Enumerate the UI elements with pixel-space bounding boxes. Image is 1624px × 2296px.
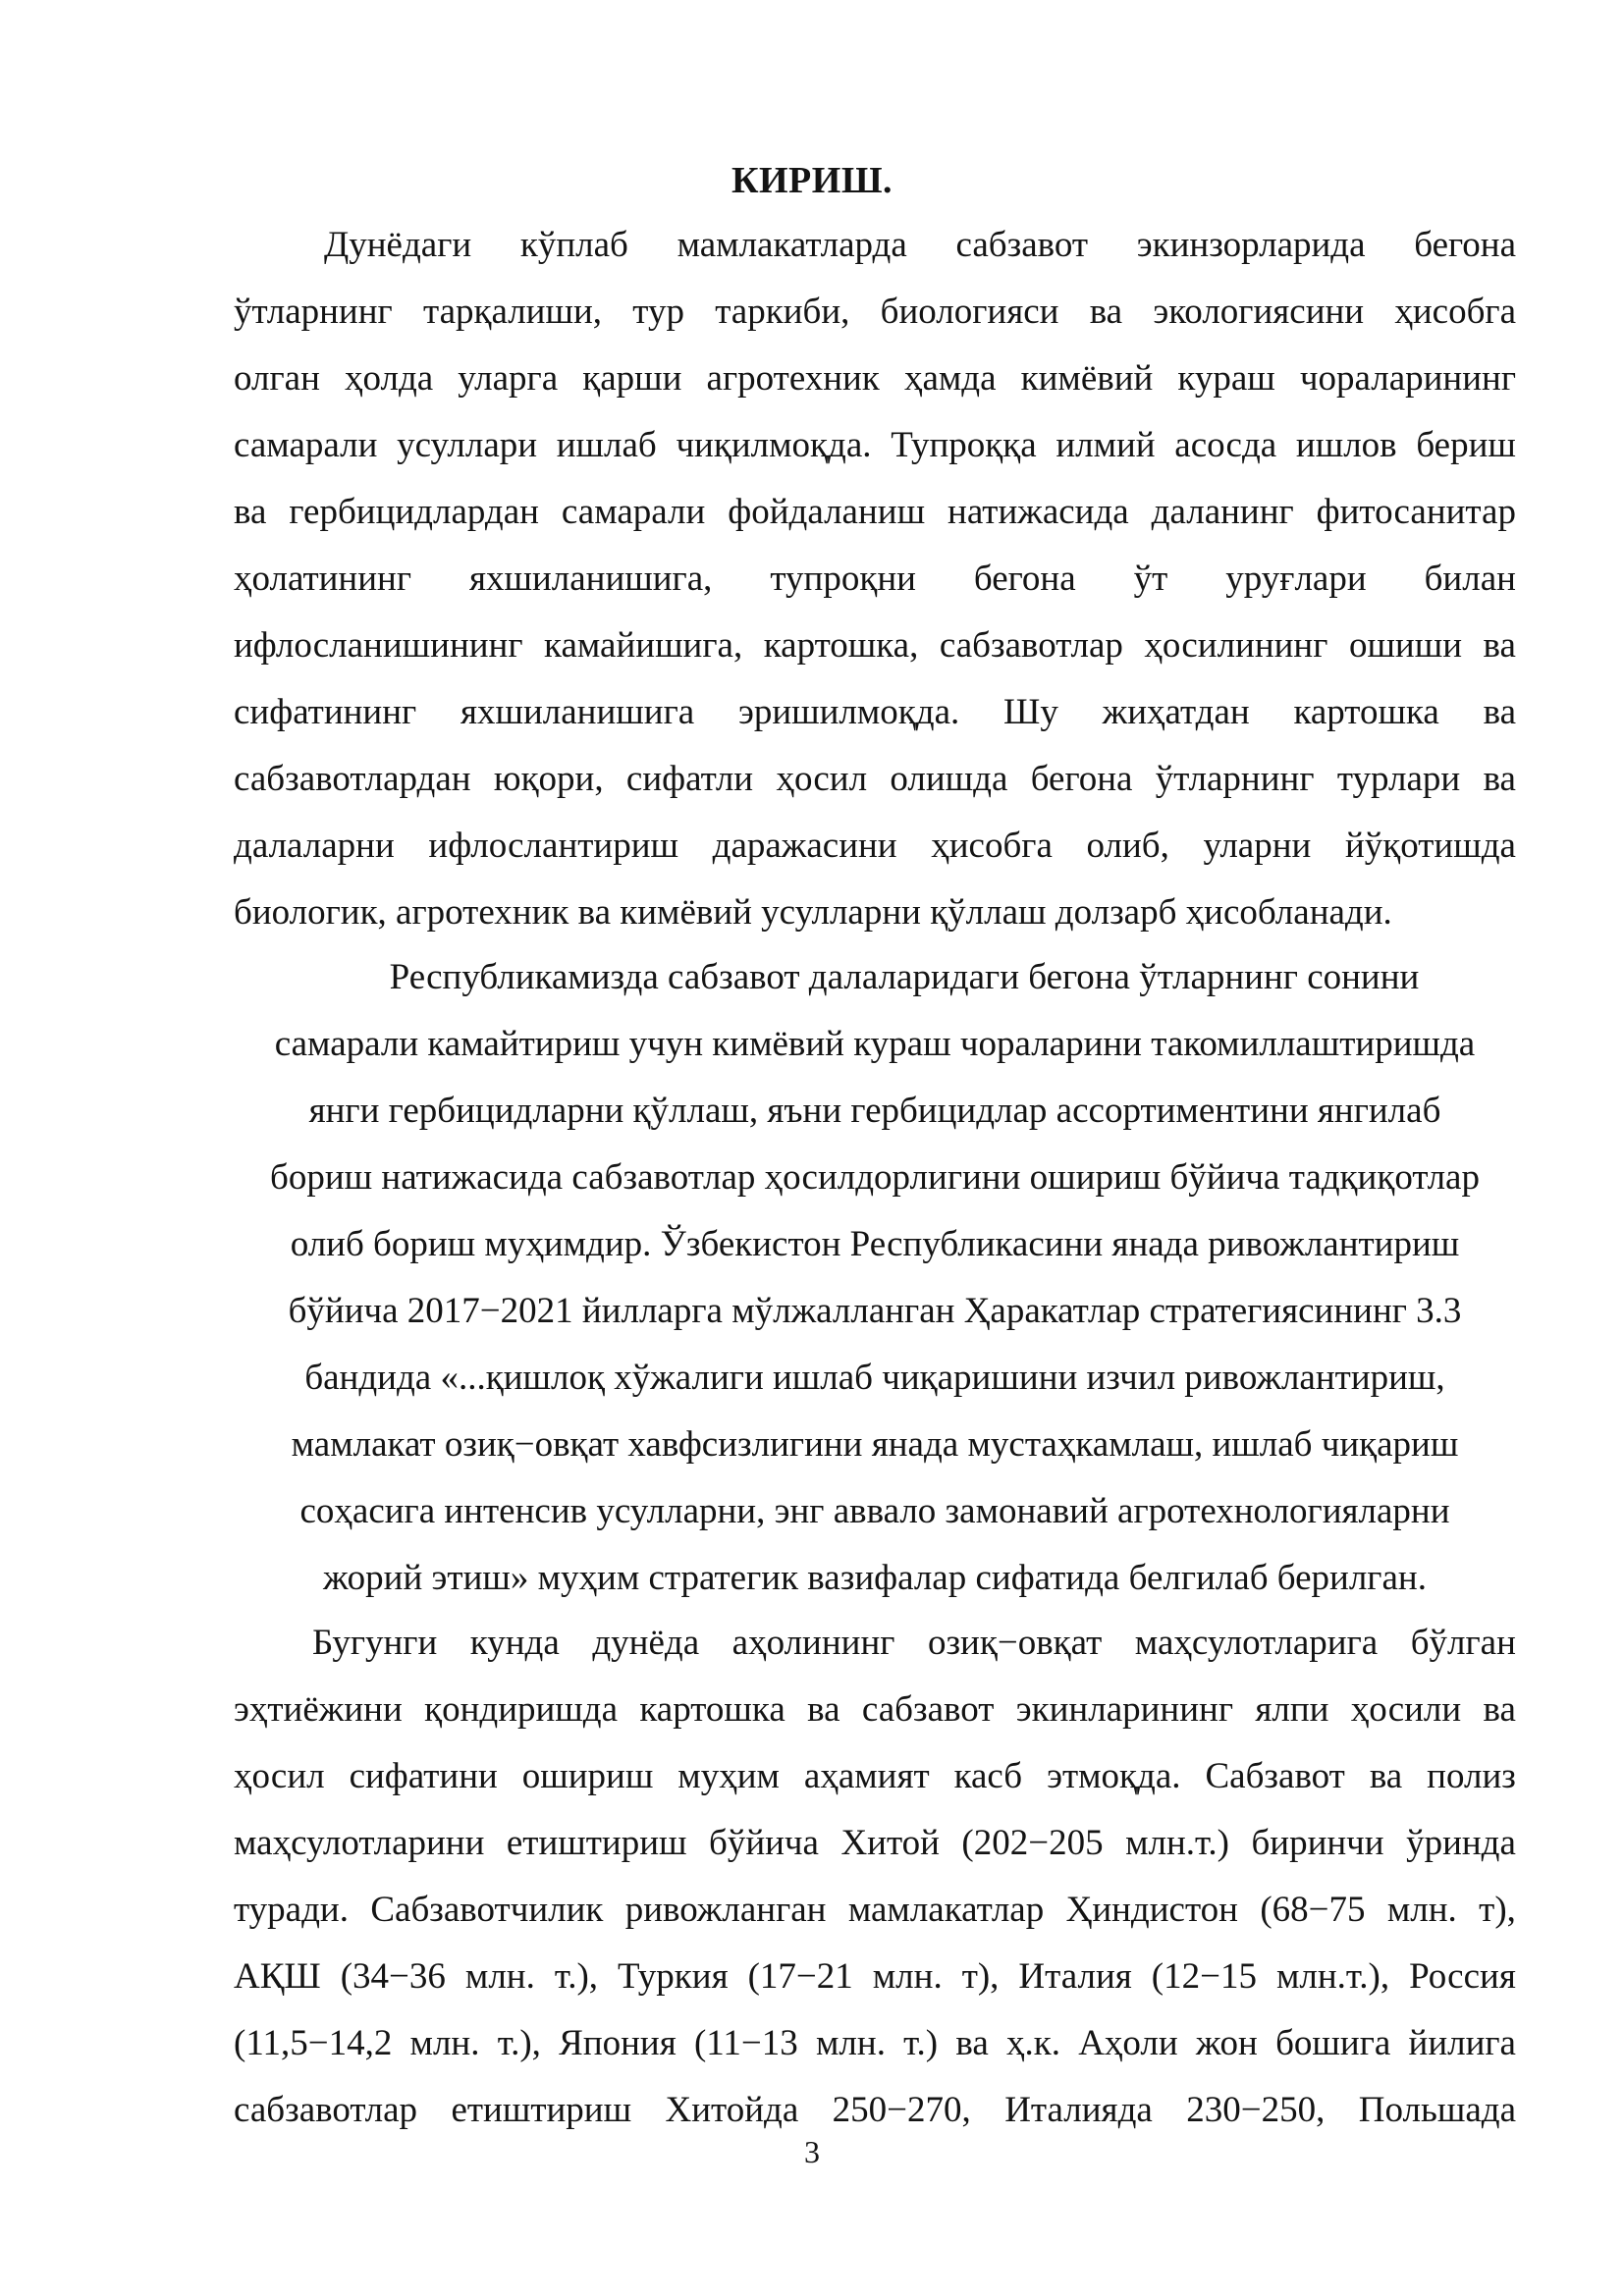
word: тур	[632, 292, 684, 332]
word: Россия	[1409, 1956, 1516, 1997]
word: картошка,	[763, 625, 919, 666]
word: маҳсулотларига	[1134, 1623, 1379, 1663]
word: ялпи	[1255, 1689, 1329, 1730]
word: кунда	[469, 1623, 560, 1663]
word: т),	[961, 1956, 1000, 1997]
paragraph-3-line	[234, 1743, 1516, 1810]
word: уларни	[1203, 826, 1312, 866]
paragraph-1-line	[234, 346, 1516, 412]
paragraph-2-line: бандида «...қишлоқ хўжалиги ишлаб чиқаришини изчил ривожлантириш,	[304, 1358, 1445, 1398]
word: ишлов	[1295, 425, 1397, 465]
word: яхшиланишига	[460, 692, 695, 732]
word: т.),	[497, 2023, 541, 2063]
word: озиқ−овқат	[927, 1623, 1103, 1663]
word: йилига	[1408, 2023, 1516, 2063]
word: бегона	[1030, 759, 1133, 799]
word: (11,5−14,2	[234, 2023, 393, 2063]
word: кўплаб	[519, 225, 628, 265]
paragraph-1-line	[234, 546, 1516, 613]
word: ҳосили	[1350, 1689, 1462, 1730]
paragraph-2-line: жорий этиш» муҳим стратегик вазифалар сифатида белгилаб берилган.	[323, 1558, 1427, 1598]
word: ифлосланишининг	[234, 625, 523, 666]
paragraph-1-line	[234, 412, 1516, 479]
word: ҳисобга	[931, 826, 1053, 866]
word: кимёвий	[1020, 358, 1154, 399]
word: ўтларнинг	[234, 292, 393, 332]
paragraph-3-line	[234, 1677, 1516, 1743]
word: ҳ.к.	[1005, 2023, 1060, 2063]
paragraph-2-line: мамлакат озиқ−овқат хавфсизлигини янада мустаҳкамлаш, ишлаб чиқариш	[291, 1424, 1459, 1465]
word: самарали	[561, 492, 706, 532]
word: ва	[1483, 1689, 1516, 1730]
word: ҳосил	[776, 759, 868, 799]
word: млн.	[872, 1956, 943, 1997]
word: ҳосилининг	[1144, 625, 1328, 666]
word: етиштириш	[451, 2090, 632, 2130]
word: касб	[953, 1756, 1023, 1796]
word: билан	[1424, 559, 1516, 599]
word: ҳисобга	[1394, 292, 1516, 332]
word: сабзавотлар	[234, 2090, 418, 2130]
word: йўқотишда	[1344, 826, 1516, 866]
word: турлари	[1336, 759, 1461, 799]
paragraph-2-line: бўйича 2017−2021 йилларга мўлжалланган Ҳаракатлар стратегиясининг 3.3	[288, 1291, 1462, 1331]
word: ошириш	[521, 1756, 654, 1796]
word: бегона	[973, 559, 1076, 599]
word: асосда	[1174, 425, 1277, 465]
word: даланинг	[1151, 492, 1294, 532]
word: экинзорларида	[1136, 225, 1366, 265]
word: натижасида	[947, 492, 1129, 532]
word: сабзавотлардан	[234, 759, 471, 799]
word: т.),	[554, 1956, 599, 1997]
word: чораларининг	[1299, 358, 1516, 399]
word: Ҳиндистон	[1065, 1890, 1238, 1930]
word: (68−75	[1260, 1890, 1366, 1930]
word: олиб,	[1086, 826, 1169, 866]
word: аҳолининг	[731, 1623, 895, 1663]
word: уларга	[458, 358, 559, 399]
paragraph-2-line: самарали камайтириш учун кимёвий кураш чораларини такомиллаштиришда	[274, 1024, 1476, 1064]
paragraph-1-line: биологик, агротехник ва кимёвий усулларни қўллаш долзарб ҳисобланади.	[234, 892, 1392, 933]
word: ва	[807, 1689, 840, 1730]
word: бўлган	[1410, 1623, 1516, 1663]
word: 250−270,	[832, 2090, 971, 2130]
word: т.)	[903, 2023, 939, 2063]
word: млн.	[1386, 1890, 1457, 1930]
word: биринчи	[1251, 1823, 1384, 1863]
word: ҳосил	[234, 1756, 325, 1796]
word: (34−36	[340, 1956, 446, 1997]
word: жон	[1195, 2023, 1258, 2063]
word: жиҳатдан	[1102, 692, 1250, 732]
word: картошка	[1293, 692, 1439, 732]
paragraph-3-line	[234, 2010, 1516, 2077]
word: эҳтиёжини	[234, 1689, 403, 1730]
word: бошига	[1275, 2023, 1391, 2063]
word: сифатли	[625, 759, 754, 799]
word: гербицидлардан	[289, 492, 539, 532]
paragraph-2-line: янги гербицидларни қўллаш, яъни гербицидлар ассортиментини янгилаб	[308, 1091, 1441, 1131]
word: маҳсулотларини	[234, 1823, 485, 1863]
word: ва	[234, 492, 267, 532]
paragraph-1-line	[234, 746, 1516, 813]
word: сифатининг	[234, 692, 417, 732]
word: муҳим	[677, 1756, 780, 1796]
word: етиштириш	[506, 1823, 687, 1863]
word: АҚШ	[234, 1956, 321, 1997]
word: млн.т.)	[1125, 1823, 1229, 1863]
word: Шу	[1003, 692, 1058, 732]
word: экинларининг	[1015, 1689, 1233, 1730]
word: Туркия	[618, 1956, 729, 1997]
word: ва	[1369, 1756, 1403, 1796]
word: картошка	[639, 1689, 785, 1730]
paragraph-1-line	[234, 679, 1516, 746]
word: (12−15	[1151, 1956, 1257, 1997]
paragraph-3-line	[234, 1944, 1516, 2010]
word: Дунёдаги	[324, 225, 472, 265]
word: млн.т.),	[1275, 1956, 1390, 1997]
word: ва	[1483, 625, 1516, 666]
paragraph-3	[234, 1610, 1516, 2144]
paragraph-1-line	[234, 813, 1516, 880]
word: (202−205	[961, 1823, 1104, 1863]
word: ишлаб	[556, 425, 657, 465]
word: фойдаланиш	[728, 492, 926, 532]
word: (11−13	[693, 2023, 798, 2063]
word: ошиши	[1348, 625, 1463, 666]
word: ўринда	[1406, 1823, 1516, 1863]
word: дунёда	[592, 1623, 700, 1663]
word: Хитой	[840, 1823, 940, 1863]
word: далаларни	[234, 826, 395, 866]
word: Япония	[559, 2023, 677, 2063]
paragraph-3-line	[234, 1877, 1516, 1944]
section-title: КИРИШ.	[731, 160, 893, 201]
paragraph-3-line	[234, 1610, 1516, 1677]
word: т),	[1479, 1890, 1516, 1930]
word: Тупроққа	[891, 425, 1037, 465]
word: Польшада	[1358, 2090, 1516, 2130]
paragraph-1-line	[234, 613, 1516, 679]
word: млн.	[816, 2023, 886, 2063]
word: (17−21	[747, 1956, 853, 1997]
paragraph-2-line: соҳасига интенсив усулларни, энг аввало замонавий агротехнологияларни	[299, 1491, 1450, 1531]
word: фитосанитар	[1316, 492, 1516, 532]
word: туради.	[234, 1890, 349, 1930]
paragraph-2-line: Республикамизда сабзавот далаларидаги бегона ўтларнинг сонини	[389, 957, 1420, 997]
word: аҳамият	[803, 1756, 930, 1796]
word: сабзавотлар	[939, 625, 1123, 666]
word: сабзавот	[861, 1689, 995, 1730]
word: тарқалиши,	[422, 292, 603, 332]
paragraph-1-line	[234, 279, 1516, 346]
word: сифатини	[349, 1756, 498, 1796]
word: ҳолда	[344, 358, 434, 399]
word: бегона	[1414, 225, 1516, 265]
paragraph-1-line	[234, 479, 1516, 546]
word: 230−250,	[1186, 2090, 1326, 2130]
word: млн.	[464, 1956, 535, 1997]
paragraph-2-line: бориш натижасида сабзавотлар ҳосилдорлигини ошириш бўйича тадқиқотлар	[270, 1157, 1480, 1198]
word: эришилмоқда.	[737, 692, 960, 732]
word: мамлакатлар	[847, 1890, 1045, 1930]
word: таркиби,	[715, 292, 850, 332]
word: ва	[1483, 759, 1516, 799]
paragraph-3-line	[234, 1810, 1516, 1877]
paragraph-1	[234, 212, 1516, 946]
word: чиқилмоқда.	[676, 425, 872, 465]
word: усуллари	[397, 425, 538, 465]
page-number: 3	[804, 2134, 820, 2169]
word: этмоқда.	[1047, 1756, 1181, 1796]
word: ва	[1089, 292, 1123, 332]
word: кураш	[1177, 358, 1275, 399]
word: агротехник	[706, 358, 880, 399]
word: ва	[1483, 692, 1516, 732]
word: ифлослантириш	[428, 826, 679, 866]
paragraph-2	[234, 944, 1516, 1612]
word: Сабзавот	[1205, 1756, 1345, 1796]
paragraph-1-line	[234, 212, 1516, 279]
word: сабзавот	[955, 225, 1089, 265]
word: уруғлари	[1225, 559, 1367, 599]
word: тупроқни	[770, 559, 916, 599]
word: ва	[955, 2023, 989, 2063]
word: Хитойда	[665, 2090, 799, 2130]
word: қондиришда	[424, 1689, 619, 1730]
word: бўйича	[709, 1823, 819, 1863]
word: полиз	[1427, 1756, 1516, 1796]
paragraph-2-line: олиб бориш муҳимдир. Ўзбекистон Республикасини янада ривожлантириш	[290, 1224, 1460, 1264]
word: олишда	[890, 759, 1008, 799]
word: самарали	[234, 425, 378, 465]
word: ўт	[1133, 559, 1168, 599]
word: илмий	[1056, 425, 1156, 465]
word: ҳолатининг	[234, 559, 411, 599]
word: юқори,	[493, 759, 604, 799]
word: млн.	[409, 2023, 480, 2063]
word: даражасини	[712, 826, 897, 866]
word: Бугунги	[312, 1623, 438, 1663]
word: биологияси	[880, 292, 1059, 332]
word: бериш	[1416, 425, 1516, 465]
word: Аҳоли	[1078, 2023, 1178, 2063]
word: ривожланган	[624, 1890, 827, 1930]
word: ўтларнинг	[1155, 759, 1315, 799]
word: камайишига,	[544, 625, 743, 666]
word: экологиясини	[1153, 292, 1365, 332]
word: Сабзавотчилик	[370, 1890, 604, 1930]
word: Италия	[1018, 1956, 1132, 1997]
word: Италияда	[1004, 2090, 1153, 2130]
word: яхшиланишига,	[468, 559, 713, 599]
word: мамлакатларда	[677, 225, 907, 265]
word: қарши	[582, 358, 682, 399]
word: олган	[234, 358, 320, 399]
word: ҳамда	[903, 358, 997, 399]
